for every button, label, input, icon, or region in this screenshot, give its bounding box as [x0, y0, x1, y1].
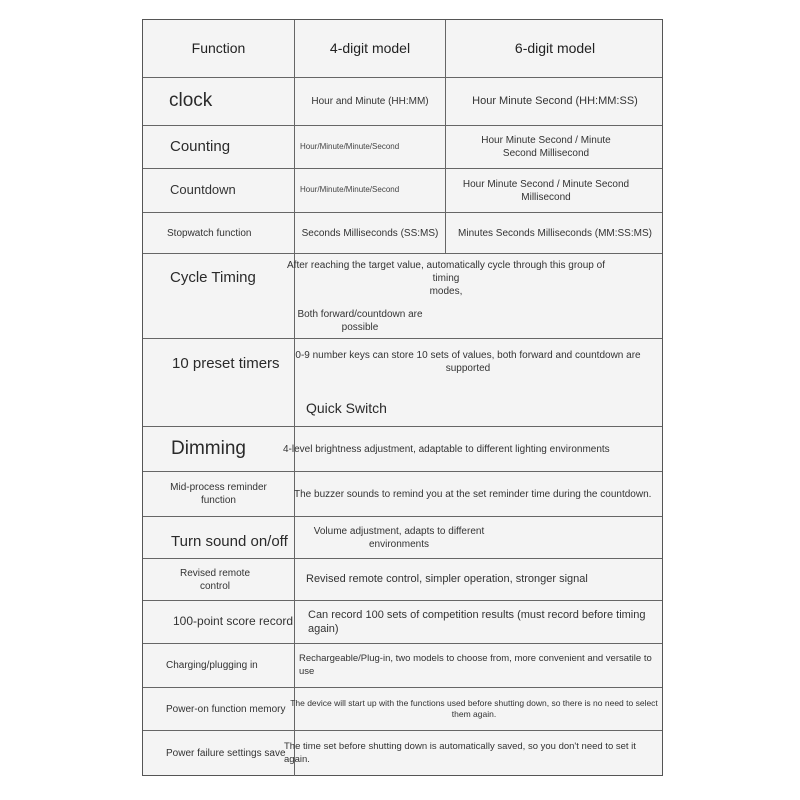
header-4digit-cell [295, 20, 445, 77]
counting-6digit: Hour Minute Second / Minute Second Millisecond [481, 135, 611, 159]
row-label-charging: Charging/plugging in [166, 660, 258, 671]
counting-4digit: Hour/Minute/Minute/Second [300, 141, 400, 151]
countdown-4digit: Hour/Minute/Minute/Second [300, 185, 400, 195]
remote-description: Revised remote control, simpler operation, stronger signal [306, 573, 588, 586]
header-function-cell [143, 20, 294, 77]
row-label-reminder: Mid-process reminder function [170, 482, 267, 506]
countdown-6digit: Hour Minute Second / Minute Second Millisecond [462, 178, 630, 203]
stopwatch-4digit: Seconds Milliseconds (SS:MS) [301, 227, 439, 239]
sound-description: Volume adjustment, adapts to different environments [313, 526, 485, 550]
header-4digit: 4-digit model [329, 40, 411, 57]
header-6digit: 6-digit model [514, 40, 596, 57]
row-label-countdown: Countdown [170, 182, 236, 198]
row-label-score: 100-point score record [173, 614, 294, 629]
row-label-preset-timers: 10 preset timers [172, 355, 280, 373]
row-label-dimming: Dimming [171, 437, 246, 459]
header-6digit-cell [446, 20, 664, 77]
row-label-sound: Turn sound on/off [171, 533, 288, 551]
spec-table [142, 19, 663, 776]
clock-4digit: Hour and Minute (HH:MM) [311, 96, 429, 107]
row-label-cycle-timing: Cycle Timing [170, 269, 256, 287]
stopwatch-6digit: Minutes Seconds Milliseconds (MM:SS:MS) [458, 227, 652, 239]
preset-timers-quick-switch: Quick Switch [306, 399, 387, 416]
cycle-timing-note: Both forward/countdown are possible [297, 309, 423, 333]
charging-description: Rechargeable/Plug-in, two models to choose from, more convenient and versatile to use [299, 653, 652, 677]
row-label-remote: Revised remote control [179, 567, 251, 592]
cycle-timing-description: After reaching the target value, automatically cycle through this group of timing modes, [287, 259, 605, 297]
failure-description: The time set before shutting down is automatically saved, so you don't need to set it again. [284, 741, 636, 765]
header-function: Function [191, 40, 246, 57]
score-description: Can record 100 sets of competition results (must record before timing again) [308, 608, 646, 635]
column-divider [294, 20, 295, 776]
preset-timers-description: 0-9 number keys can store 10 sets of values, both forward and countdown are supported [295, 350, 641, 374]
memory-description: The device will start up with the functions used before shutting down, so there is no need to select them again. [290, 697, 658, 719]
row-label-failure: Power failure settings save [166, 748, 286, 759]
reminder-description: The buzzer sounds to remind you at the set reminder time during the countdown. [294, 488, 652, 500]
row-label-counting: Counting [170, 138, 231, 156]
dimming-description: 4-level brightness adjustment, adaptable to different lighting environments [283, 443, 610, 455]
row-label-memory: Power-on function memory [166, 703, 286, 715]
clock-6digit: Hour Minute Second (HH:MM:SS) [472, 95, 638, 108]
row-label-stopwatch: Stopwatch function [167, 227, 252, 239]
row-label-clock: clock [169, 90, 213, 112]
